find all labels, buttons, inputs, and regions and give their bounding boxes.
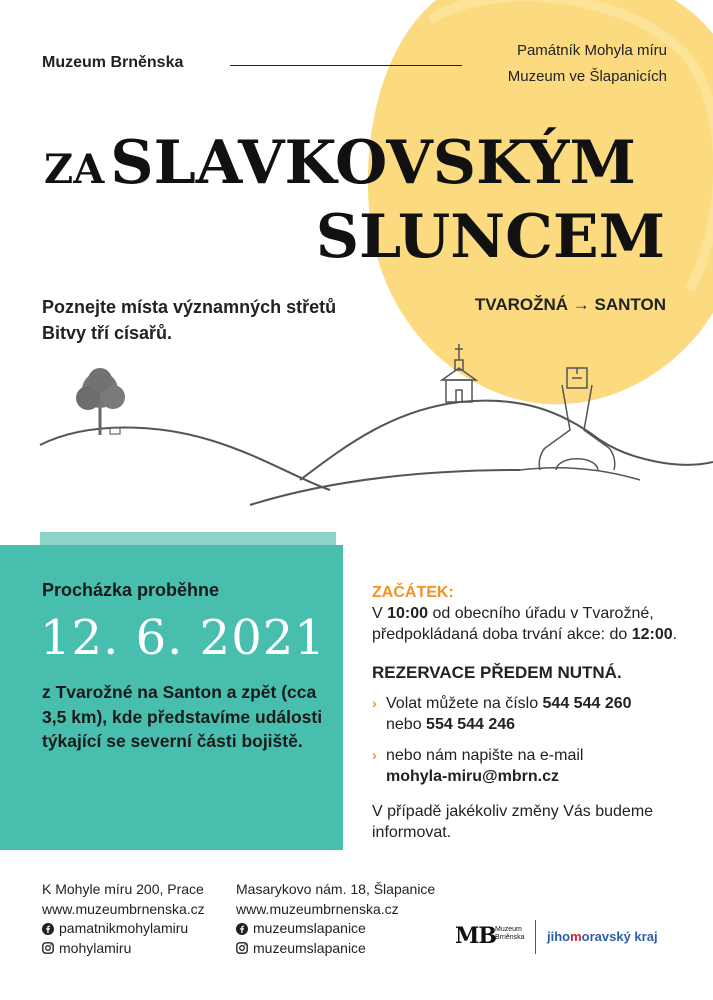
monument-icon xyxy=(539,368,615,470)
walk-date: 12. 6. 2021 xyxy=(40,610,326,666)
footer-left-address: K Mohyle míru 200, Prace xyxy=(42,881,204,897)
title-line-2: SLUNCEM xyxy=(315,202,665,272)
header-divider-line xyxy=(230,65,462,66)
org-right-block xyxy=(508,38,667,90)
footer-mid-address: Masarykovo nám. 18, Šlapanice xyxy=(236,881,436,897)
start-label: ZAČÁTEK: xyxy=(372,584,454,601)
end-time: 12:00 xyxy=(631,626,673,643)
instagram-icon xyxy=(42,942,54,954)
footer-left-instagram[interactable]: mohylamiru xyxy=(42,939,205,959)
chevron-right-icon: › xyxy=(372,747,377,763)
footer-left-web[interactable]: www.muzeumbrnenska.cz xyxy=(42,900,205,917)
phone-number-2[interactable]: 554 544 246 xyxy=(426,716,516,733)
footer-left-facebook[interactable]: pamatnikmohylamiru xyxy=(42,919,205,939)
email-item: › nebo nám napište na e-mail mohyla-miru@mbrn.cz xyxy=(372,747,584,785)
jihomoravsky-kraj-logo: jihomoravský kraj xyxy=(547,929,658,944)
walk-description: z Tvarožné na Santon a zpět (cca 3,5 km), kde představíme události týkající se severní části bojiště. xyxy=(42,682,323,751)
email-link[interactable]: mohyla-miru@mbrn.cz xyxy=(386,768,559,785)
title-word-1: SLAVKOVSKÝM xyxy=(110,128,636,198)
lead-text: Poznejte místa významných střetů Bitvy tří císařů. xyxy=(42,297,337,343)
org-muzeum-brnenska: Muzeum Brněnska xyxy=(42,54,184,71)
chevron-right-icon: › xyxy=(372,695,377,711)
title-prefix: ZA xyxy=(44,146,105,193)
logo-divider xyxy=(535,920,536,954)
partner-logos xyxy=(455,918,685,958)
muzeum-brnenska-logo-text: Muzeum Brněnska xyxy=(495,926,525,941)
phone-number-1[interactable]: 544 544 260 xyxy=(542,695,632,712)
start-details: V 10:00 od obecního úřadu v Tvarožné, předpokládaná doba trvání akce: do 12:00. xyxy=(372,605,678,643)
hills-landscape-illustration xyxy=(0,330,713,520)
footer-mid-facebook[interactable]: muzeumslapanice xyxy=(236,919,435,939)
muzeum-brnenska-logo: MB xyxy=(455,923,496,949)
info-block xyxy=(372,582,692,843)
org-muzeum-slapanice: Muzeum ve Šlapanicích xyxy=(507,68,667,85)
change-note: V případě jakékoliv změny Vás budeme informovat. xyxy=(372,803,654,841)
footer-mid-contact xyxy=(236,880,435,958)
chapel-icon xyxy=(442,344,476,402)
route-label: TVAROŽNÁ → SANTON xyxy=(474,295,666,314)
facebook-icon xyxy=(236,923,248,935)
footer-left-contact xyxy=(42,880,205,958)
org-pamatnik: Památník Mohyla míru xyxy=(516,42,667,59)
phone-item: › Volat můžete na číslo 544 544 260 nebo 554 544 246 xyxy=(372,695,632,733)
footer-mid-instagram[interactable]: muzeumslapanice xyxy=(236,939,435,959)
title-line-1 xyxy=(44,128,664,205)
facebook-icon xyxy=(42,923,54,935)
walk-heading: Procházka proběhne xyxy=(42,580,220,600)
footer-mid-web[interactable]: www.muzeumbrnenska.cz xyxy=(236,900,399,917)
reservation-notice: REZERVACE PŘEDEM NUTNÁ. xyxy=(372,663,622,682)
instagram-icon xyxy=(236,942,248,954)
start-time: 10:00 xyxy=(387,605,429,622)
tree-icon xyxy=(76,368,125,435)
